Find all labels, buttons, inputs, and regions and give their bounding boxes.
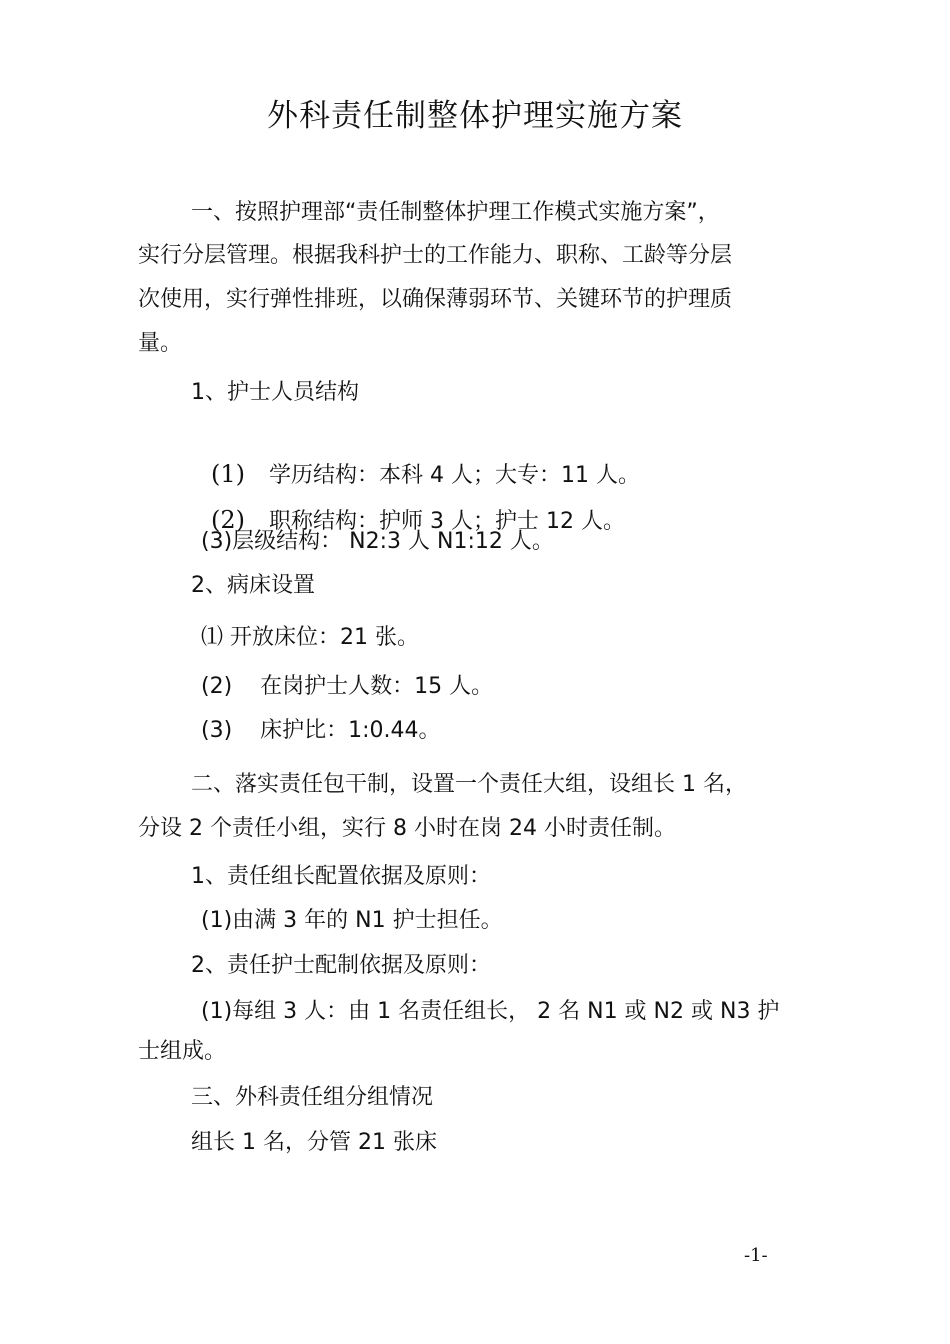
list-item: (1)由满 3 年的 N1 护士担任。 (201, 908, 503, 933)
list-item-text: 学历结构：本科 4 人；大专：11 人。 (269, 463, 640, 488)
paragraph-line: 次使用，实行弹性排班，以确保薄弱环节、关键环节的护理质 (138, 287, 733, 312)
paragraph-line: 量。 (138, 331, 183, 356)
list-item: (3)层级结构： N2:3 人 N1:12 人。 (201, 529, 554, 554)
list-item: ⑴ 开放床位：21 张。 (201, 625, 419, 650)
list-item-text: 职称结构：护师 3 人；护士 12 人。 (269, 509, 625, 534)
paragraph-line: 实行分层管理。根据我科护士的工作能力、职称、工龄等分层 (138, 243, 733, 268)
list-item-number: (2) (211, 506, 245, 534)
page-number: -1- (744, 1245, 768, 1266)
list-item-number: (1) (211, 460, 245, 488)
paragraph-line: 分设 2 个责任小组，实行 8 小时在岗 24 小时责任制。 (138, 816, 676, 841)
list-item: (3) 床护比：1:0.44。 (201, 718, 441, 743)
paragraph-line: 士组成。 (138, 1039, 227, 1064)
document-title: 外科责任制整体护理实施方案 (267, 98, 683, 134)
section-heading: 2、责任护士配制依据及原则： (191, 953, 491, 978)
section-heading: 三、外科责任组分组情况 (191, 1085, 434, 1110)
section-heading: 1、护士人员结构 (191, 380, 359, 405)
paragraph-line: 组长 1 名，分管 21 张床 (191, 1130, 437, 1155)
list-item: (2) 在岗护士人数：15 人。 (201, 674, 494, 699)
paragraph-line: 二、落实责任包干制，设置一个责任大组，设组长 1 名， (191, 772, 747, 797)
section-heading: 2、病床设置 (191, 573, 315, 598)
section-heading: 1、责任组长配置依据及原则： (191, 864, 491, 889)
paragraph-line: 一、按照护理部“责任制整体护理工作模式实施方案”， (191, 200, 720, 225)
list-item: (1)每组 3 人：由 1 名责任组长， 2 名 N1 或 N2 或 N3 护 (201, 999, 780, 1024)
